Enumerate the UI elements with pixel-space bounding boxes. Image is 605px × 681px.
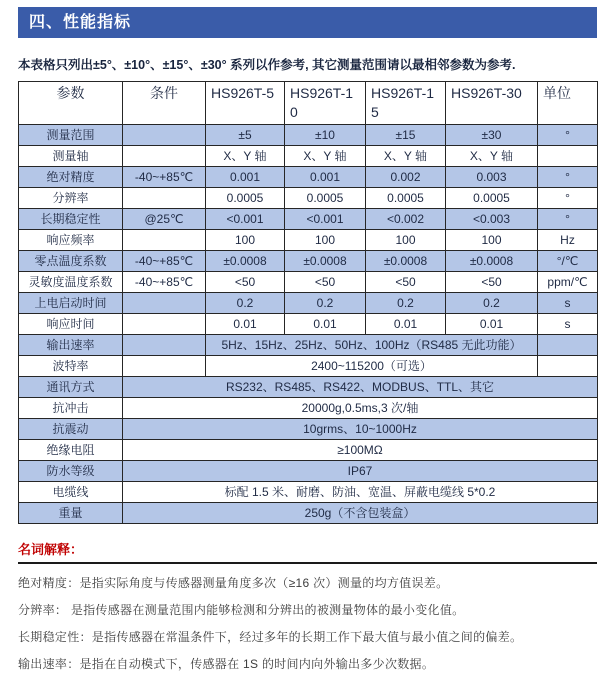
- table-cell: 抗冲击: [19, 397, 123, 418]
- table-cell: 20000g,0.5ms,3 次/轴: [123, 397, 598, 418]
- table-cell: X、Y 轴: [366, 145, 446, 166]
- column-header: HS926T-15: [366, 82, 446, 125]
- table-cell: ±30: [446, 124, 538, 145]
- table-row: [19, 250, 598, 271]
- table-cell: -40~+85℃: [123, 271, 206, 292]
- glossary-item: 绝对精度：是指实际角度与传感器测量角度多次（≥16 次）测量的均方值误差。: [18, 575, 449, 590]
- table-cell: 0.003: [446, 166, 538, 187]
- table-cell: [123, 355, 206, 376]
- column-header: HS926T-5: [206, 82, 285, 125]
- table-cell: 重量: [19, 502, 123, 523]
- table-cell: @25℃: [123, 208, 206, 229]
- column-header: HS926T-30: [446, 82, 538, 125]
- table-cell: <50: [446, 271, 538, 292]
- table-row: [19, 229, 598, 250]
- table-cell: 0.002: [366, 166, 446, 187]
- table-cell: ±5: [206, 124, 285, 145]
- table-cell: [123, 292, 206, 313]
- table-cell: 2400~115200（可选）: [206, 355, 538, 376]
- table-cell: 0.0005: [446, 187, 538, 208]
- table-cell: 绝缘电阻: [19, 439, 123, 460]
- table-cell: [538, 334, 598, 355]
- table-cell: °: [538, 187, 598, 208]
- table-cell: 响应频率: [19, 229, 123, 250]
- table-cell: 灵敏度温度系数: [19, 271, 123, 292]
- table-cell: 标配 1.5 米、耐磨、防油、宽温、屏蔽电缆线 5*0.2: [123, 481, 598, 502]
- glossary-item: 输出速率：是指在自动模式下，传感器在 1S 的时间内向外输出多少次数据。: [18, 656, 435, 671]
- table-cell: ppm/℃: [538, 271, 598, 292]
- table-cell: 0.0005: [366, 187, 446, 208]
- table-cell: °/℃: [538, 250, 598, 271]
- table-cell: 分辨率: [19, 187, 123, 208]
- table-cell: [123, 313, 206, 334]
- table-cell: 电缆线: [19, 481, 123, 502]
- table-cell: 响应时间: [19, 313, 123, 334]
- table-cell: 0.2: [366, 292, 446, 313]
- table-row: [19, 187, 598, 208]
- table-cell: ±0.0008: [446, 250, 538, 271]
- glossary-list: [18, 574, 597, 672]
- table-cell: 0.0005: [206, 187, 285, 208]
- table-cell: ±0.0008: [285, 250, 366, 271]
- table-cell: Hz: [538, 229, 598, 250]
- table-cell: °: [538, 166, 598, 187]
- table-cell: s: [538, 292, 598, 313]
- table-cell: ≥100MΩ: [123, 439, 598, 460]
- table-cell: 0.001: [206, 166, 285, 187]
- table-cell: -40~+85℃: [123, 250, 206, 271]
- table-cell: <0.002: [366, 208, 446, 229]
- table-cell: X、Y 轴: [446, 145, 538, 166]
- table-cell: <0.001: [206, 208, 285, 229]
- table-cell: 100: [446, 229, 538, 250]
- glossary-item: 分辨率： 是指传感器在测量范围内能够检测和分辨出的被测量物体的最小变化值。: [18, 602, 465, 617]
- table-cell: <0.001: [285, 208, 366, 229]
- table-cell: °: [538, 208, 598, 229]
- table-row: [19, 124, 598, 145]
- table-row: [19, 481, 598, 502]
- table-cell: [538, 355, 598, 376]
- table-row: [19, 418, 598, 439]
- table-cell: 上电启动时间: [19, 292, 123, 313]
- spec-table: [18, 81, 598, 524]
- table-cell: <50: [206, 271, 285, 292]
- table-cell: ±15: [366, 124, 446, 145]
- table-cell: 0.2: [206, 292, 285, 313]
- table-cell: 0.01: [285, 313, 366, 334]
- header-row: [19, 82, 598, 125]
- table-cell: ±0.0008: [206, 250, 285, 271]
- table-cell: 10grms、10~1000Hz: [123, 418, 598, 439]
- table-cell: -40~+85℃: [123, 166, 206, 187]
- table-cell: 0.01: [206, 313, 285, 334]
- table-cell: [123, 145, 206, 166]
- table-cell: 250g（不含包装盒）: [123, 502, 598, 523]
- table-cell: 防水等级: [19, 460, 123, 481]
- table-cell: 测量轴: [19, 145, 123, 166]
- table-cell: 长期稳定性: [19, 208, 123, 229]
- table-cell: 测量范围: [19, 124, 123, 145]
- spec-table-head: [19, 82, 598, 125]
- table-row: [19, 313, 598, 334]
- table-cell: 0.2: [285, 292, 366, 313]
- table-row: [19, 376, 598, 397]
- table-cell: X、Y 轴: [285, 145, 366, 166]
- glossary-heading: 名词解释：: [18, 539, 597, 564]
- table-cell: [123, 187, 206, 208]
- section-title: 四、性能指标: [29, 14, 132, 31]
- table-row: [19, 166, 598, 187]
- table-cell: [538, 145, 598, 166]
- table-cell: 100: [366, 229, 446, 250]
- table-cell: 通讯方式: [19, 376, 123, 397]
- table-cell: 0.01: [366, 313, 446, 334]
- table-cell: 输出速率: [19, 334, 123, 355]
- table-cell: 100: [206, 229, 285, 250]
- table-row: [19, 334, 598, 355]
- column-header: 条件: [123, 82, 206, 125]
- table-cell: 0.001: [285, 166, 366, 187]
- table-cell: [123, 124, 206, 145]
- table-cell: IP67: [123, 460, 598, 481]
- section-title-bar: [18, 7, 597, 38]
- table-cell: 波特率: [19, 355, 123, 376]
- table-cell: ±0.0008: [366, 250, 446, 271]
- table-cell: 零点温度系数: [19, 250, 123, 271]
- column-header: 参数: [19, 82, 123, 125]
- table-row: [19, 502, 598, 523]
- table-cell: °: [538, 124, 598, 145]
- table-row: [19, 208, 598, 229]
- table-cell: 0.2: [446, 292, 538, 313]
- spec-table-body: [19, 124, 598, 523]
- table-cell: 绝对精度: [19, 166, 123, 187]
- table-row: [19, 460, 598, 481]
- table-row: [19, 271, 598, 292]
- table-cell: X、Y 轴: [206, 145, 285, 166]
- table-cell: ±10: [285, 124, 366, 145]
- table-cell: [123, 229, 206, 250]
- column-header: 单位: [538, 82, 598, 125]
- table-cell: RS232、RS485、RS422、MODBUS、TTL、其它: [123, 376, 598, 397]
- table-cell: <0.003: [446, 208, 538, 229]
- table-cell: 0.0005: [285, 187, 366, 208]
- table-cell: 0.01: [446, 313, 538, 334]
- table-cell: s: [538, 313, 598, 334]
- table-row: [19, 397, 598, 418]
- table-note: 本表格只列出±5°、±10°、±15°、±30° 系列以作参考, 其它测量范围请以最相邻参数为参考.: [18, 58, 516, 72]
- table-row: [19, 439, 598, 460]
- table-cell: 100: [285, 229, 366, 250]
- glossary-item: 长期稳定性：是指传感器在常温条件下，经过多年的长期工作下最大值与最小值之间的偏差。: [18, 629, 523, 644]
- table-cell: 5Hz、15Hz、25Hz、50Hz、100Hz（RS485 无此功能）: [206, 334, 538, 355]
- table-cell: <50: [366, 271, 446, 292]
- table-row: [19, 292, 598, 313]
- table-row: [19, 355, 598, 376]
- table-cell: 抗震动: [19, 418, 123, 439]
- table-cell: [123, 334, 206, 355]
- table-cell: <50: [285, 271, 366, 292]
- column-header: HS926T-10: [285, 82, 366, 125]
- table-row: [19, 145, 598, 166]
